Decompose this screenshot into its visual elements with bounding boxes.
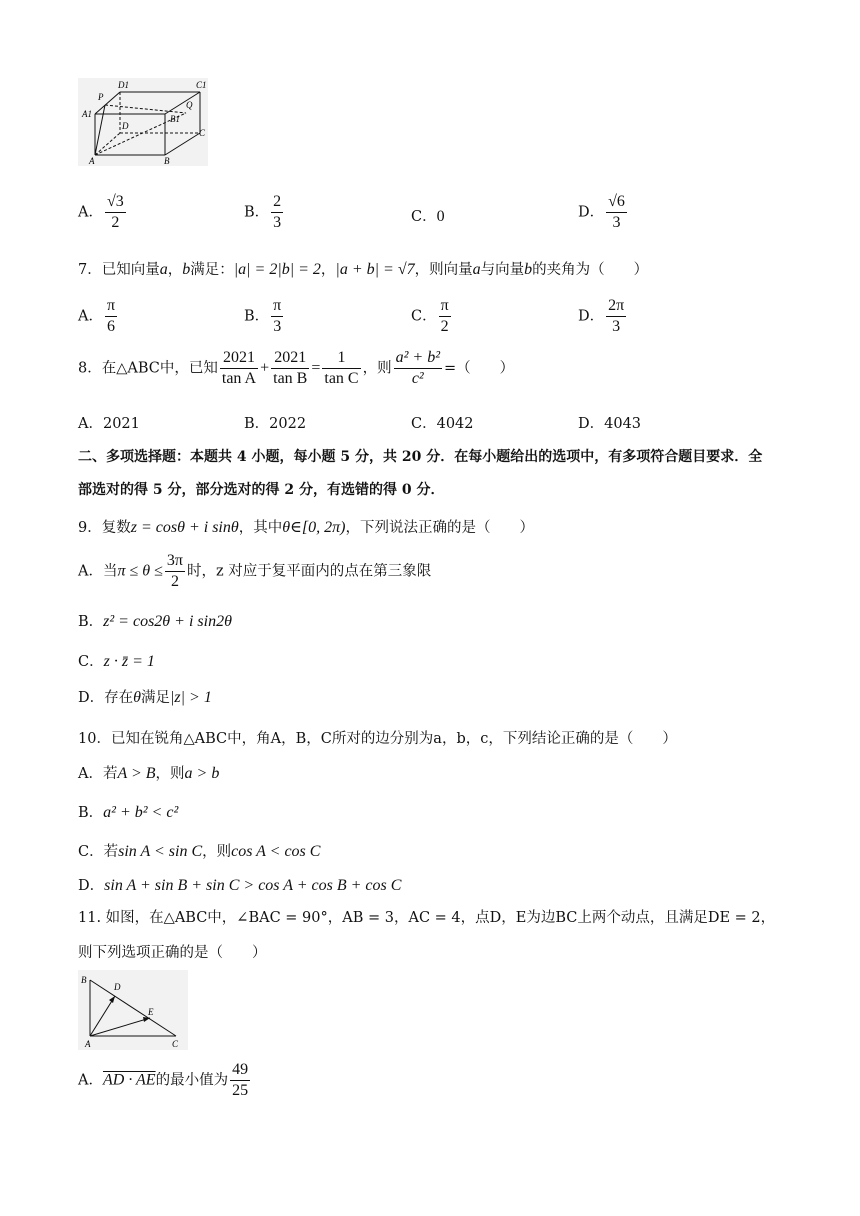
q8-option-b[interactable]: B．2022 bbox=[244, 416, 307, 432]
q10-stem: 10．已知在锐角△ABC中，角A，B，C所对的边分别为a，b，c，下列结论正确的是（ ） bbox=[78, 731, 677, 747]
q6-option-a[interactable]: A． $\frac{√3}{2}$ bbox=[78, 193, 124, 231]
label-a: A bbox=[89, 156, 95, 166]
q7-option-c[interactable]: C． $\frac{\pi}{2}$ bbox=[411, 297, 449, 335]
label-q: Q bbox=[186, 100, 193, 110]
q8-stem: 8．在△ABC中，已知 $\frac{2021}{\text{tan A}}$ + $\frac{2021}{\text{tan B}}$ = $\frac{1}{\text{tan C}}$ ，则 $\frac{\text{a² + b²}}{\text{c²}}$ =（ ） bbox=[78, 349, 515, 387]
q7-option-d[interactable]: D． $\frac{2\pi}{3}$ bbox=[578, 297, 625, 335]
label-p: P bbox=[98, 92, 104, 102]
q8-option-d[interactable]: D．4043 bbox=[578, 416, 642, 432]
q9-option-d[interactable]: D．存在θ满足|z| > 1 bbox=[78, 689, 212, 706]
label-c: C bbox=[199, 128, 206, 138]
label-b1: B1 bbox=[170, 114, 180, 124]
label-a1: A1 bbox=[82, 109, 92, 119]
q7-option-b[interactable]: B． $\frac{\pi}{3}$ bbox=[244, 297, 282, 335]
section2-line2: 部选对的得 5 分，部分选对的得 2 分，有选错的得 0 分． bbox=[78, 482, 445, 498]
q8-option-a[interactable]: A．2021 bbox=[78, 416, 140, 432]
label-b: B bbox=[164, 156, 170, 166]
q11-option-a[interactable]: A．AD · AE的最小值为 $\frac{49}{25}$ bbox=[78, 1061, 249, 1099]
q9-stem: 9．复数z = cosθ + i sinθ，其中θ∈[0, 2π)，下列说法正确的是（ ） bbox=[78, 519, 534, 536]
q6-option-b[interactable]: B． $\frac{2}{3}$ bbox=[244, 193, 282, 231]
q10-option-b[interactable]: B．a² + b² < c² bbox=[78, 804, 179, 821]
q6-option-c[interactable]: C．0 bbox=[411, 208, 445, 225]
label-d: D bbox=[122, 121, 129, 131]
label-c1: C1 bbox=[196, 80, 207, 90]
label-d: D bbox=[114, 982, 121, 992]
label-c: C bbox=[172, 1039, 179, 1049]
label-a: A bbox=[85, 1039, 91, 1049]
q11-stem-line1: 11. 如图，在△ABC中，∠BAC = 90°，AB = 3，AC = 4，点D，E为边BC上两个动点，且满足DE = 2， bbox=[78, 910, 776, 926]
q8-option-c[interactable]: C．4042 bbox=[411, 416, 474, 432]
section2-line1: 二、多项选择题：本题共 4 小题，每小题 5 分，共 20 分．在每小题给出的选项中，有多项符合题目要求．全 bbox=[78, 449, 763, 465]
q7-stem: 7．已知向量a，b满足：|a| = 2|b| = 2，|a + b| = √7，则向量a与向量b的夹角为（ ） bbox=[78, 261, 649, 278]
cuboid-figure bbox=[78, 78, 208, 166]
q7-option-a[interactable]: A． $\frac{\pi}{6}$ bbox=[78, 297, 116, 335]
q10-option-d[interactable]: D．sin A + sin B + sin C > cos A + cos B + cos C bbox=[78, 877, 402, 894]
q9-option-a[interactable]: A．当π ≤ θ ≤ $\frac{3\pi}{2}$ 时，z 对应于复平面内的点在第三象限 bbox=[78, 552, 432, 590]
figure-background bbox=[78, 970, 188, 1050]
q9-option-b[interactable]: B．z² = cos2θ + i sin2θ bbox=[78, 613, 232, 630]
label-e: E bbox=[148, 1007, 154, 1017]
q9-option-c[interactable]: C．z · z̄ = 1 bbox=[78, 653, 155, 670]
triangle-figure bbox=[78, 970, 188, 1050]
q6-option-d[interactable]: D． $\frac{√6}{3}$ bbox=[578, 193, 625, 231]
label-d1: D1 bbox=[118, 80, 129, 90]
label-b: B bbox=[81, 975, 87, 985]
q11-stem-line2: 则下列选项正确的是（ ） bbox=[78, 945, 267, 961]
q10-option-a[interactable]: A．若A > B，则a > b bbox=[78, 765, 220, 782]
q10-option-c[interactable]: C．若sin A < sin C，则cos A < cos C bbox=[78, 843, 321, 860]
